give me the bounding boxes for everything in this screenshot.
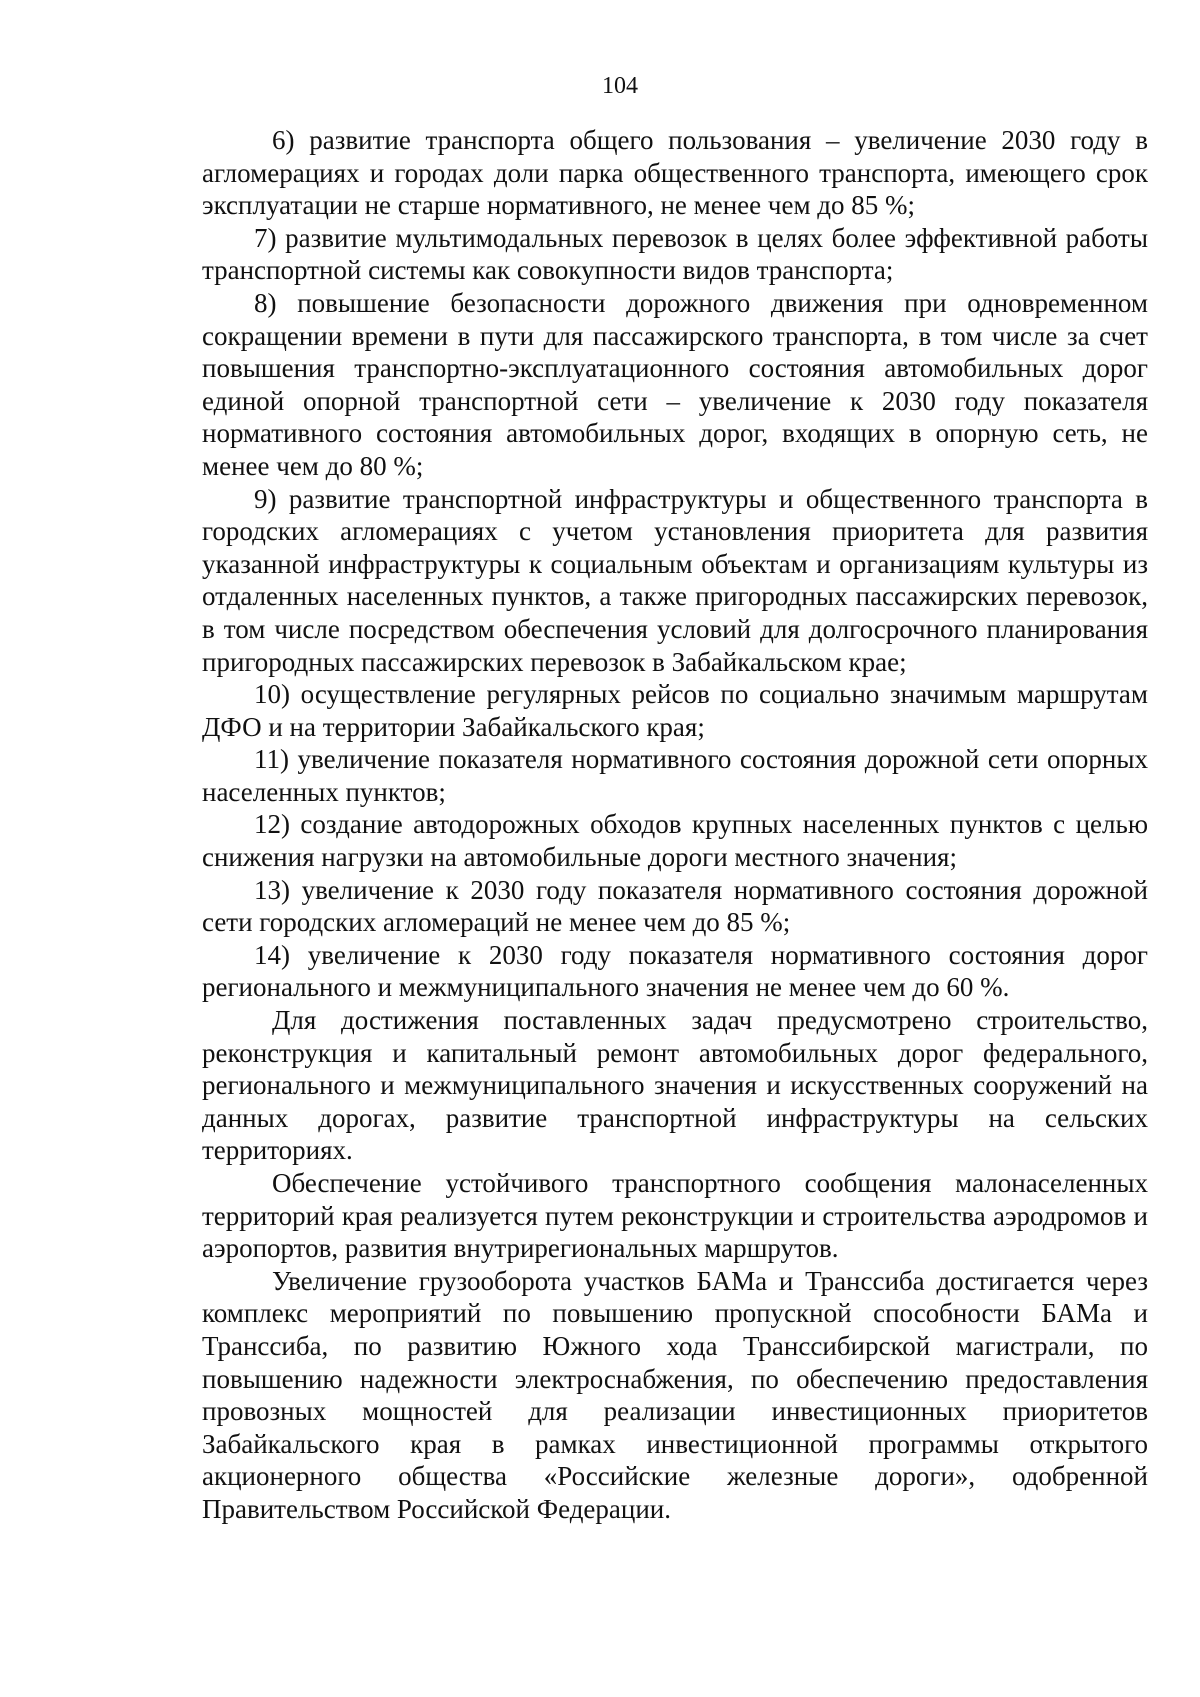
paragraph-item-7: 7) развитие мультимодальных перевозок в целях более эффективной работы транспортной системы как совокупности видов транспорта; [202, 222, 1148, 286]
paragraph-item-6: 6) развитие транспорта общего пользования – увеличение 2030 году в агломерациях и городах доли парка общественного транспорта, имеющего срок эксплуатации не старше нормативного, не менее чем до 85 %; [202, 125, 1148, 221]
paragraph-item-14: 14) увеличение к 2030 году показателя нормативного состояния дорог регионального и межмуниципального значения не менее чем до 60 %. [202, 939, 1148, 1003]
paragraph-item-11: 11) увеличение показателя нормативного состояния дорожной сети опорных населенных пунктов; [202, 744, 1148, 807]
paragraph-item-12: 12) создание автодорожных обходов крупных населенных пунктов с целью снижения нагрузки на автомобильные дороги местного значения; [202, 809, 1148, 873]
document-body [202, 124, 1148, 1526]
paragraph-construction: Для достижения поставленных задач предусмотрено строительство, реконструкция и капитальный ремонт автомобильных дорог федерального, регионального и межмуниципального значения и искусственных сооружений на данных дорогах, развитие транспортной инфраструктуры на сельских территориях. [202, 1005, 1148, 1166]
paragraph-item-10: 10) осуществление регулярных рейсов по социально значимым маршрутам ДФО и на территории Забайкальского края; [202, 679, 1148, 742]
paragraph-item-9: 9) развитие транспортной инфраструктуры и общественного транспорта в городских агломерациях с учетом установления приоритета для развития указанной инфраструктуры к социальным объектам и организациям культуры из отдаленных населенных пунктов, а также пригородных пассажирских перевозок, в том числе посредством обеспечения условий для долгосрочного планирования пригородных пассажирских перевозок в Забайкальском крае; [202, 483, 1148, 677]
paragraph-item-8: 8) повышение безопасности дорожного движения при одновременном сокращении времени в пути для пассажирского транспорта, в том числе за счет повышения транспортно-эксплуатационного состояния автомобильных дорог единой опорной транспортной сети – увеличение к 2030 году показателя нормативного состояния автомобильных дорог, входящих в опорную сеть, не менее чем до 80 %; [202, 287, 1148, 481]
page-number: 104 [602, 73, 638, 99]
paragraph-air-transport: Обеспечение устойчивого транспортного сообщения малонаселенных территорий края реализуется путем реконструкции и строительства аэродромов и аэропортов, развития внутрирегиональных маршрутов. [202, 1168, 1148, 1264]
paragraph-item-13: 13) увеличение к 2030 году показателя нормативного состояния дорожной сети городских агломераций не менее чем до 85 %; [202, 874, 1148, 938]
paragraph-railway: Увеличение грузооборота участков БАМа и Транссиба достигается через комплекс мероприятий по повышению пропускной способности БАМа и Транссиба, по развитию Южного хода Транссибирской магистрали, по повышению надежности электроснабжения, по обеспечению предоставления провозных мощностей для реализации инвестиционных приоритетов Забайкальского края в рамках инвестиционной программы открытого акционерного общества «Российские железные дороги», одобренной Правительством Российской Федерации. [202, 1265, 1148, 1524]
